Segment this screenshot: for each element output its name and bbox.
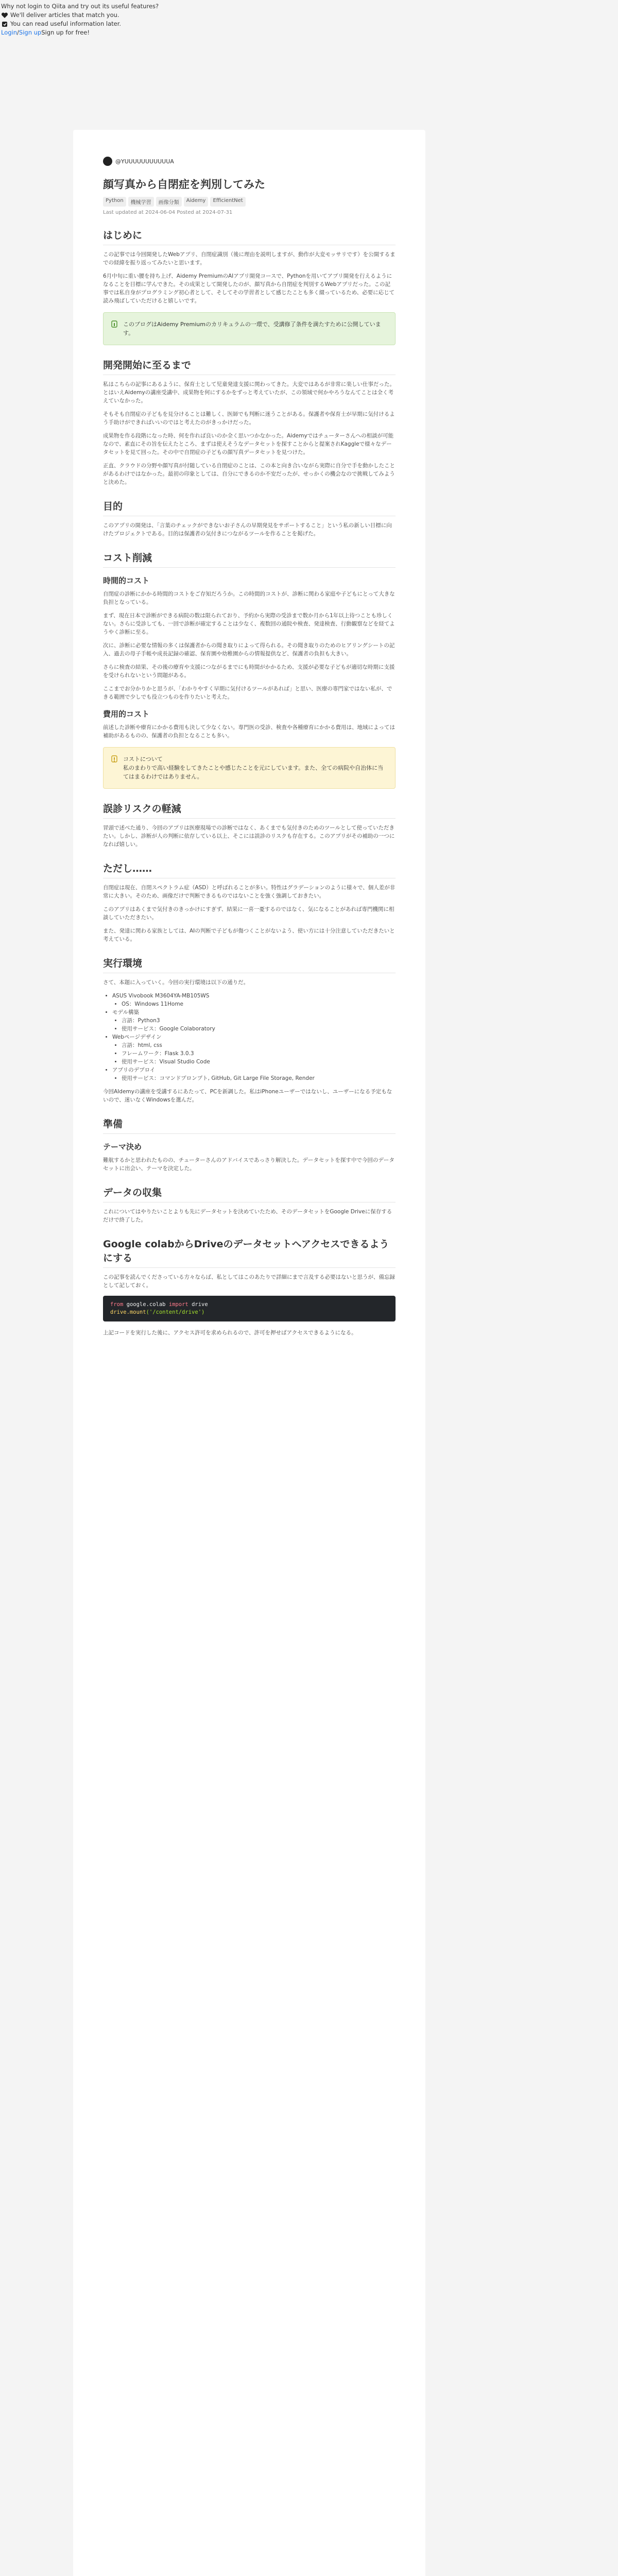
paragraph: 前述した診断や療育にかかる費用も決して少なくない。専門医の受診、検査や各種療育にかかる費用は、地域によっては補助があるものの、保護者の負担となることも多い。 [103, 724, 395, 739]
paragraph: 成果物を作る段階になった時、何を作れば良いのか全く思いつかなかった。Aidemyではチューターさんへの相談が可能なので、素直にその旨を伝えたところ、まずは使えそうなデータセットを探すことからと提案されKaggleで様々なデータセットを見て回った。その中で自閉症の子どもの顔写真データセットを見つけた。 [103, 433, 394, 455]
tag[interactable]: EfficientNet [210, 197, 245, 207]
paragraph: この記事では今回開発したWebアプリ、自閉症識別（後に理由を説明しますが、動作が大変モッサリです）を公開するまでの経緯を振り返ってみたいと思います。 [103, 251, 396, 266]
paragraph: また、発達に関わる家族としては、AIの判断で子どもが傷つくことがないよう、使い方には十分注意していただきたいと考えている。 [103, 928, 395, 942]
paragraph: 自閉症の診断にかかる時間的コストをご存知だろうか。この時間的コストが、診断に関わる家庭や子どもにとって大きな負担となっている。 [103, 591, 395, 605]
avatar[interactable] [103, 157, 112, 166]
banner-line-2: We'll deliver articles that match you. [10, 11, 119, 19]
banner-line-1: Why not login to Qiita and try out its useful features? [1, 3, 159, 10]
list-item: • アプリのデプロイ • 使用サービス：コマンドプロンプト, GitHub, Git Large File Storage, Render [112, 1066, 396, 1082]
list-item: • モデル構築 • 言語：Python3 • 使用サービス：Google Colaboratory [112, 1008, 396, 1033]
note-text: 私のまわりで高い経験をしてきたことや感じたことを元にしています。また、全ての病院や自治体に当てはまるわけではありません。 [123, 765, 384, 780]
note-title: コストについて [123, 756, 163, 762]
section-heading: 開発開始に至るまで [103, 358, 396, 375]
article-title: 顔写真から自閉症を判別してみた [103, 178, 265, 191]
list-item: • Webページデザイン • 言語：html, css • フレームワーク：Flask 3.0.3 • 使用サービス：Visual Studio Code [112, 1033, 396, 1066]
tag[interactable]: Aidemy [184, 197, 209, 207]
section-heading: はじめに [103, 228, 396, 245]
paragraph: さて、本題に入っていく。今回の実行環境は以下の通りだ。 [103, 979, 249, 986]
warning-note [103, 747, 396, 789]
list-item: • ASUS Vivobook M3604YA-MB105WS • OS：Windows 11Home [112, 992, 396, 1008]
list-item: • 使用サービス：Visual Studio Code [122, 1058, 396, 1066]
section-heading: データの収集 [103, 1185, 396, 1202]
sub-heading: 費用的コスト [103, 709, 150, 719]
heart-icon [1, 12, 8, 19]
author-name[interactable]: @YUUUUUUUUUUUA [115, 158, 174, 165]
code-block[interactable]: from google.colab import drive drive.mount('/content/drive') [103, 1296, 396, 1321]
paragraph: この記事を読んでくださっている方々ならば、私としてはこのあたりで詳細にまで言及する必要はないと思うが、備忘録として記しておく。 [103, 1274, 395, 1289]
section-heading: コスト削減 [103, 550, 396, 568]
paragraph: 今回AIdemyの講座を受講するにあたって、PCを新調した。私はiPhoneユーザーではないし、ユーザーになる予定もないので、迷いなくWindowsを選んだ。 [103, 1089, 392, 1103]
paragraph: さらに検査の結果、その後の療育や支援につながるまでにも時間がかかるため、支援が必要な子どもが適切な時期に支援を受けられないという問題がある。 [103, 664, 395, 679]
warning-icon [111, 755, 118, 781]
paragraph: これについてはやりたいことよりも先にデータセットを決めていたため、そのデータセットをGoogle Driveに保存するだけで終了した。 [103, 1209, 392, 1223]
tag[interactable]: 機械学習 [128, 197, 154, 207]
paragraph: 次に、診断に必要な情報の多くは保護者からの聞き取りによって得られる。その聞き取りのためのヒアリングシートの記入、過去の母子手帳や成長記録の確認、保育園や幼稚園からの情報提供など、保護者の負担も大きい。 [103, 642, 395, 657]
list-item: • 使用サービス：コマンドプロンプト, GitHub, Git Large File Storage, Render [122, 1074, 396, 1082]
paragraph: まず、現在日本で診断ができる病院の数は限られており、予約から実際の受診まで数か月から1年以上待つことも珍しくない。さらに受診しても、一回で診断が確定することは少なく、複数回の通院や検査、発達検査、行動観察などを経てようやく診断に至る。 [103, 613, 395, 635]
paragraph: このアプリの開発は、「言葉のチェックができないお子さんの早期発見をサポートすること」という私の新しい目標に向けたプロジェクトである。目的は保護者の気付きにつながるツールを作ることを掲げた。 [103, 522, 392, 537]
section-heading: 誤診リスクの軽減 [103, 801, 396, 819]
section-heading: Google colabからDriveのデータセットへアクセスできるようにする [103, 1236, 396, 1268]
section-heading: 準備 [103, 1116, 396, 1134]
list-item: • OS：Windows 11Home [122, 1000, 396, 1008]
paragraph: 6月中旬に重い腰を持ち上げ、Aidemy PremiumのAIアプリ開発コースで、Pythonを用いてアプリ開発を行えるようになることを目標に学んできた。その成果として開発したのが、顔写真から自閉症を判別するWebアプリだった。この記事では私自身がプログラミング初心者として、そしてその学習者として感じたことも多く綴っているため、必要に応じて読み飛ばしていただけると嬉しいです。 [103, 273, 395, 304]
signup-suffix: Sign up for free! [41, 29, 90, 36]
paragraph: このアプリはあくまで気付きのきっかけにすぎず、結果に一喜一憂するのではなく、気になることがあれば専門機関に相談していただきたい。 [103, 906, 394, 921]
list-item: • フレームワーク：Flask 3.0.3 [122, 1049, 396, 1058]
tag[interactable]: Python [103, 197, 126, 207]
login-link[interactable]: Login [1, 29, 18, 36]
paragraph: 上記コードを実行した後に、アクセス許可を求められるので、許可を押せばアクセスできるようになる。 [103, 1330, 357, 1336]
info-note [103, 312, 396, 345]
paragraph: 正直、クラウドの分野や顔写真が付随している自閉症のことは、この本と向き合いながら実際に自分で手を動かしたことがあるわけではなかった。最初の印象としては、自分にできるのか不安だったが、せっかくの機会なので挑戦してみようと決めた。 [103, 463, 395, 485]
author-row[interactable] [103, 157, 396, 166]
section-heading: 目的 [103, 499, 396, 516]
paragraph: そもそも自閉症の子どもを見分けることは難しく、医師でも判断に迷うことがある。保護者や保育士が早期に気付けるよう手助けができればいいのではと考えたのがきっかけだった。 [103, 411, 395, 426]
note-text: このブログはAidemy Premiumのカリキュラムの一環で、受講修了条件を満たすために公開しています。 [123, 321, 381, 336]
info-icon [111, 320, 118, 337]
paragraph: ここまでお分かりかと思うが、「わかりやすく早期に気付けるツールがあれば」と思い、医療の専門家ではない私が、できる範囲で少しでも役立つものを作りたいと考えた。 [103, 686, 392, 700]
list-item: • 言語：html, css [122, 1041, 396, 1049]
sub-heading: テーマ決め [103, 1142, 142, 1151]
paragraph: 自閉症は現在、自閉スペクトラム症（ASD）と呼ばれることが多い。特性はグラデーションのように様々で、個人差が非常に大きい。そのため、画像だけで判断できるものではないことを強く強調しておきたい。 [103, 885, 396, 899]
signup-link[interactable]: Sign up [19, 29, 42, 36]
bookmark-icon [1, 21, 8, 28]
banner-line-3: You can read useful information later. [10, 20, 122, 27]
post-dates: Last updated at 2024-06-04 Posted at 2024-07-31 [103, 210, 233, 215]
environment-list [103, 992, 396, 1082]
paragraph: 私はこちらの記事にあるように、保育士として児童発達支援に関わってきた。大変ではあるが非常に楽しい仕事だった。とはいえAidemyの講座受講中、成果物を何にするかをずっと考えていたが、この領域で何かやろうなんてことは全く考えていなかった。 [103, 381, 395, 404]
tag-list [103, 197, 396, 207]
article-card [73, 130, 425, 2576]
paragraph: 難航するかと思われたものの、チューターさんのアドバイスであっさり解決した。データセットを探す中で今回のデータセットに出会い、テーマを決定した。 [103, 1157, 394, 1172]
paragraph: 冒頭で述べた通り、今回のアプリは医療現場での診断ではなく、あくまでも気付きのためのツールとして使っていただきたい。しかし、診断が人の判断に依存している以上、そこには誤診のリスクも存在する。このアプリがその補助の一つになれば嬉しい。 [103, 825, 395, 848]
list-item: • 言語：Python3 [122, 1016, 396, 1025]
tag[interactable]: 画像分類 [156, 197, 182, 207]
login-banner: Why not login to Qiita and try out its useful features? We'll deliver articles that match you. You can read useful information later. Login/Sign upSign up for free! [0, 0, 618, 37]
section-heading: ただし…… [103, 861, 396, 878]
list-item: • 使用サービス：Google Colaboratory [122, 1025, 396, 1033]
sub-heading: 時間的コスト [103, 576, 150, 585]
section-heading: 実行環境 [103, 956, 396, 973]
